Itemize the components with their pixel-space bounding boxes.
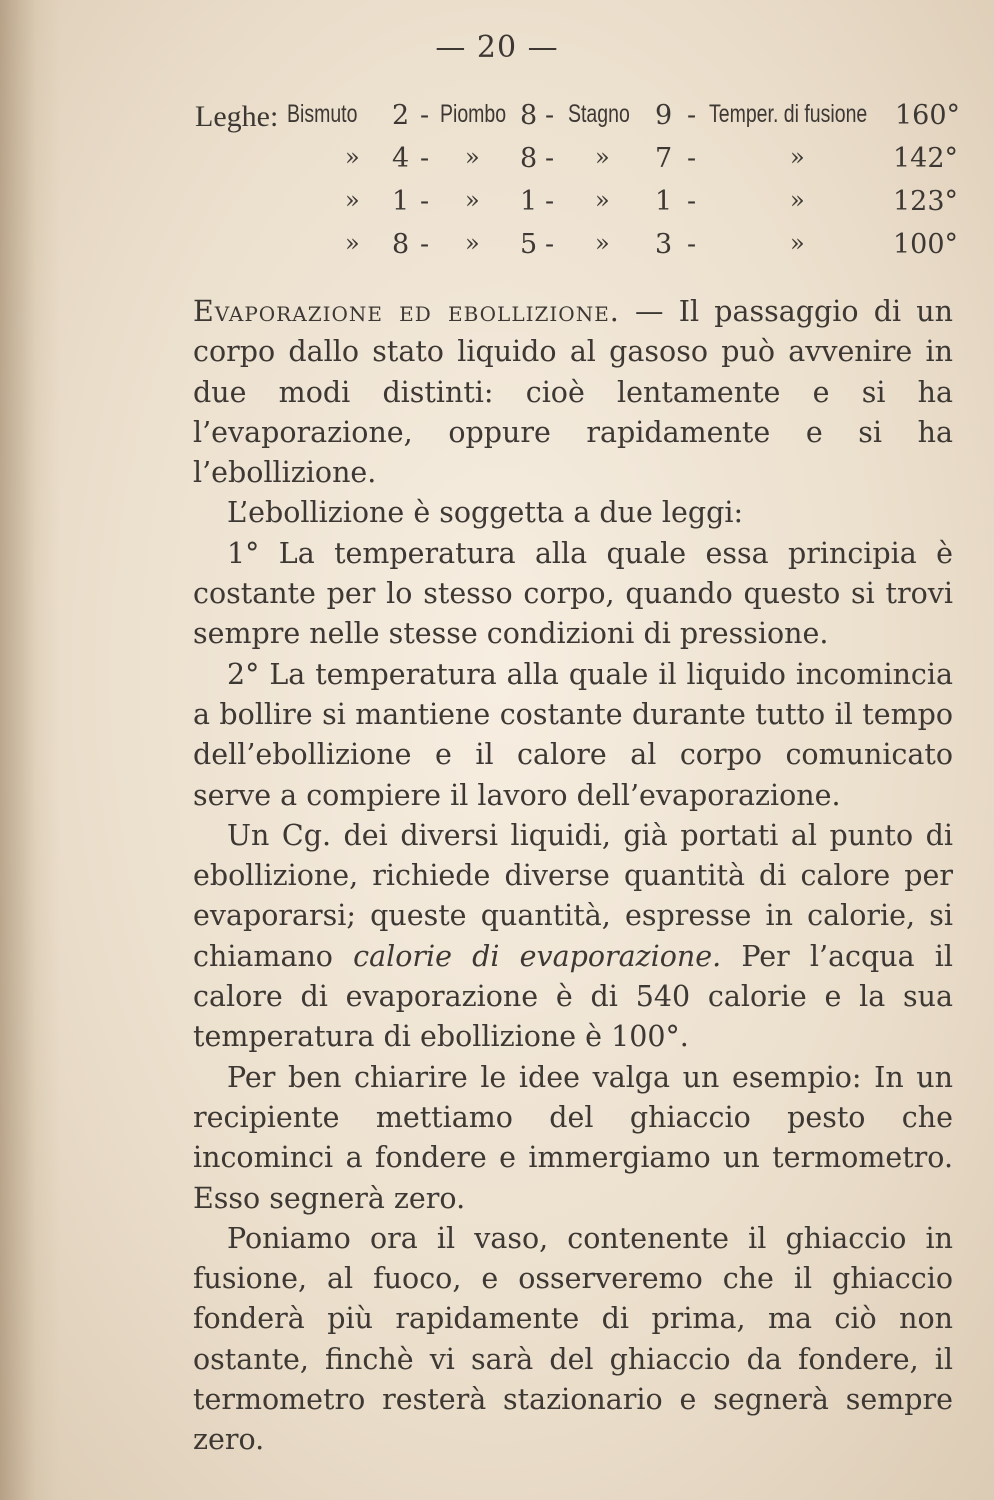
val-temp: 123° (893, 186, 959, 217)
italic-term: calorie di evaporazione. (353, 939, 722, 973)
paragraph (193, 292, 953, 493)
dash: - (545, 229, 555, 260)
alloy-row (195, 143, 965, 186)
label-stagno: Stagno (568, 100, 630, 128)
ditto-mark: » (790, 143, 805, 171)
ditto-mark: » (465, 229, 480, 257)
ditto-mark: » (345, 229, 360, 257)
label-temper: Temper. di fusione (709, 100, 868, 128)
paragraph-text: Un Cg. dei diversi liquidi, già portati al punto di ebollizione, richiede diverse quantità di calore per evaporarsi; queste quantità, espresse in calorie, si chiamano (193, 818, 953, 973)
paragraph (193, 816, 953, 1058)
paragraph-text: Per l’acqua il calore di evaporazione è di 540 calorie e la sua temperatura di ebollizione è 100°. (193, 939, 954, 1054)
dash: - (420, 100, 430, 131)
title-dash: — (619, 295, 679, 328)
val-bismuto: 1 (392, 186, 410, 217)
page-number: — 20 — (435, 30, 559, 65)
ditto-mark: » (595, 143, 610, 171)
val-stagno: 1 (655, 186, 673, 217)
ditto-mark: » (790, 229, 805, 257)
ditto-mark: » (465, 143, 480, 171)
alloy-row (195, 100, 965, 143)
val-piombo: 8 (520, 143, 538, 174)
ditto-mark: » (790, 186, 805, 214)
paragraph: L’ebollizione è soggetta a due leggi: (227, 496, 744, 530)
val-stagno: 3 (655, 229, 673, 260)
paragraph: 1° La temperatura alla quale essa principia è costante per lo stesso corpo, quando questo si trovi sempre nelle stesse condizioni di pressione. (193, 536, 953, 651)
dash: - (420, 229, 430, 260)
paragraph-text: Il passaggio di un corpo dallo stato liquido al gasoso può avvenire in due modi distinti: cioè lentamente e si ha l’evaporazione, oppure rapidamente e si ha l’ebollizione. (193, 295, 953, 490)
paragraph: Poniamo ora il vaso, contenente il ghiaccio in fusione, al fuoco, e osserveremo che il ghiaccio fonderà più rapidamente di prima, ma ciò non ostante, finchè vi sarà del ghiaccio da fondere, il termometro resterà stazionario e segnerà sempre zero. (193, 1221, 953, 1457)
page-edge-shadow (0, 0, 60, 1500)
ditto-mark: » (595, 186, 610, 214)
paragraph: Per ben chiarire le idee valga un esempio: In un recipiente mettiamo del ghiaccio pesto che incominci a fondere e immergiamo un termometro. Esso segnerà zero. (193, 1060, 953, 1215)
alloy-table (195, 100, 965, 272)
val-stagno: 7 (655, 143, 673, 174)
ditto-mark: » (345, 143, 360, 171)
dash: - (545, 100, 555, 131)
dash: - (687, 100, 697, 131)
ditto-mark: » (345, 186, 360, 214)
val-bismuto: 4 (392, 143, 410, 174)
alloy-intro: Leghe: (195, 100, 279, 133)
alloy-row (195, 186, 965, 229)
body-text (193, 292, 953, 1461)
dash: - (545, 186, 555, 217)
dash: - (545, 143, 555, 174)
dash: - (687, 143, 697, 174)
val-temp: 142° (893, 143, 959, 174)
val-temp: 160° (895, 100, 961, 131)
val-bismuto: 2 (392, 100, 410, 131)
dash: - (420, 143, 430, 174)
section-title: Evaporazione ed ebollizione. (193, 295, 620, 328)
val-temp: 100° (893, 229, 959, 260)
val-piombo: 1 (520, 186, 538, 217)
val-piombo: 5 (520, 229, 538, 260)
val-bismuto: 8 (392, 229, 410, 260)
ditto-mark: » (595, 229, 610, 257)
dash: - (687, 186, 697, 217)
val-piombo: 8 (520, 100, 538, 131)
paragraph: 2° La temperatura alla quale il liquido incomincia a bollire si mantiene costante durante tutto il tempo dell’ebollizione e il calore al corpo comunicato serve a compiere il lavoro dell’evaporazione. (193, 657, 953, 812)
dash: - (420, 186, 430, 217)
val-stagno: 9 (655, 100, 673, 131)
alloy-row (195, 229, 965, 272)
ditto-mark: » (465, 186, 480, 214)
dash: - (687, 229, 697, 260)
label-piombo: Piombo (440, 100, 507, 128)
label-bismuto: Bismuto (287, 100, 358, 128)
